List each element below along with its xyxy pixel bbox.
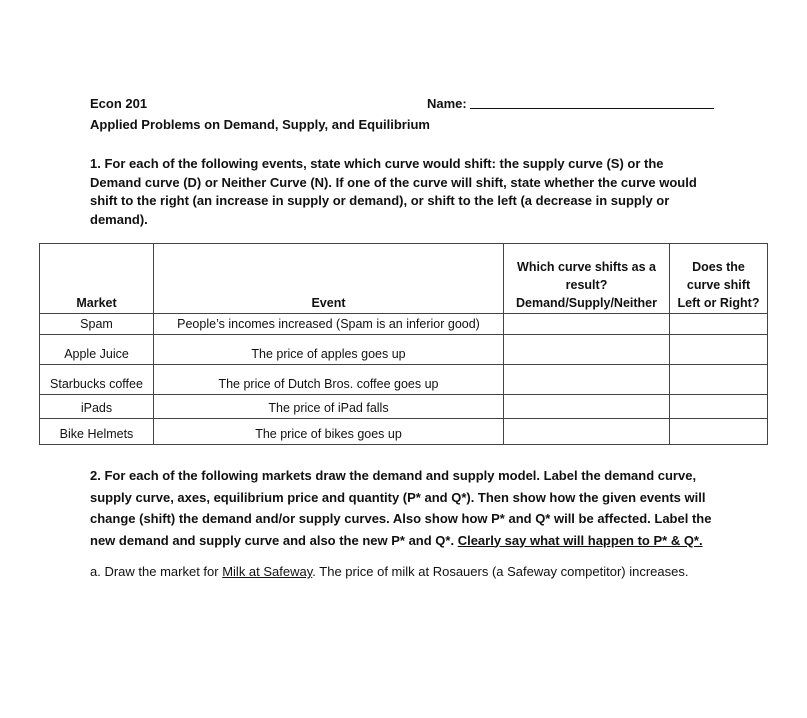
market-cell: iPads [40,395,154,419]
header-direction-line3: Left or Right? [677,296,760,310]
header-direction-line2: curve shift [686,278,751,292]
header-which-curve [504,244,670,314]
worksheet-subtitle: Applied Problems on Demand, Supply, and Equilibrium [90,117,430,132]
question-2-body: 2. For each of the following markets draw the demand and supply model. Label the demand curve, supply curve, axes, equilibrium price and quantity (P* and Q*). Then show how the given events will change (shift) the demand and/or supply curves. Also show how P* and Q* will be affected. Label the new demand and supply curve and also the new P* and Q*. [90,468,712,548]
name-blank-line[interactable] [470,108,714,109]
direction-answer-cell[interactable] [670,365,768,395]
table-row [40,395,768,419]
question-2-text [90,465,720,551]
part-a-text [90,563,750,581]
market-cell: Apple Juice [40,335,154,365]
part-a-suffix: . The price of milk at Rosauers (a Safeway competitor) increases. [312,564,689,579]
header-which-curve-line2: result? [565,278,608,292]
market-cell: Starbucks coffee [40,365,154,395]
event-cell: The price of iPad falls [154,395,504,419]
header-market: Market [40,244,154,314]
curve-answer-cell[interactable] [504,335,670,365]
table-row [40,335,768,365]
header-which-curve-line1: Which curve shifts as a [517,260,656,274]
header-event: Event [154,244,504,314]
curve-answer-cell[interactable] [504,365,670,395]
event-cell: The price of Dutch Bros. coffee goes up [154,365,504,395]
course-title: Econ 201 [90,96,148,111]
market-cell: Spam [40,314,154,335]
direction-answer-cell[interactable] [670,419,768,445]
table-row [40,419,768,445]
table-header-row [40,244,768,314]
event-cell: The price of bikes goes up [154,419,504,445]
event-cell: The price of apples goes up [154,335,504,365]
table-row [40,365,768,395]
direction-answer-cell[interactable] [670,395,768,419]
header-which-curve-line3: Demand/Supply/Neither [516,296,657,310]
events-table [39,243,768,445]
event-cell: People’s incomes increased (Spam is an inferior good) [154,314,504,335]
table-row [40,314,768,335]
curve-answer-cell[interactable] [504,419,670,445]
name-label: Name: [427,96,467,111]
header-direction [670,244,768,314]
part-a-market: Milk at Safeway [222,564,313,579]
direction-answer-cell[interactable] [670,335,768,365]
direction-answer-cell[interactable] [670,314,768,335]
market-cell: Bike Helmets [40,419,154,445]
part-a-prefix: a. Draw the market for [90,564,223,579]
curve-answer-cell[interactable] [504,314,670,335]
curve-answer-cell[interactable] [504,395,670,419]
header-direction-line1: Does the [692,260,745,274]
question-1-text: 1. For each of the following events, state which curve would shift: the supply curve (S) or the Demand curve (D) or Neither Curve (N). If one of the curve will shift, state whether the curve would shift to the right (an increase in supply or demand), or shift to the left (a decrease in supply or demand). [90,156,697,227]
question-2-emphasis: Clearly say what will happen to P* & Q*. [457,532,703,548]
